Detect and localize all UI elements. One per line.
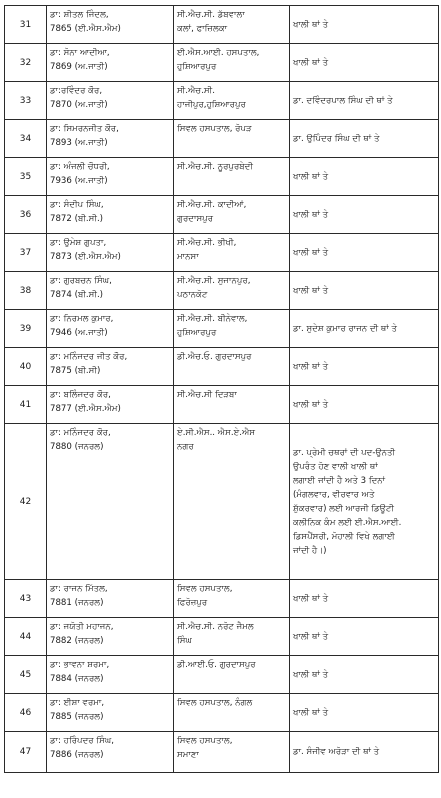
serial-number: 46 <box>5 694 47 732</box>
posting-table <box>4 5 439 773</box>
remark-cell <box>290 44 439 82</box>
station-line: ਸੀ.ਐਚ.ਸੀ. ਬੀਨੇਵਾਲ, <box>177 314 248 324</box>
doctor-code: 7874 (ਬੀ.ਸੀ.) <box>50 290 104 300</box>
doctor-name: ਡਾ: ਨਿਰਮਲ ਕੁਮਾਰ, <box>50 314 114 324</box>
station-cell <box>174 694 290 732</box>
table-row <box>5 694 439 732</box>
remark-line: ਡਾ. ਦਵਿੰਦਰਪਾਲ ਸਿੰਘ ਦੀ ਥਾਂ ਤੇ <box>293 95 393 106</box>
remark-cell <box>290 580 439 618</box>
remark-line: ਖਾਲੀ ਥਾਂ ਤੇ <box>293 171 329 182</box>
remark-cell <box>290 348 439 386</box>
remark-line: ਖਾਲੀ ਥਾਂ ਤੇ <box>293 247 329 258</box>
station-line: ਸਿਵਲ ਹਸਪਤਾਲ, ਨੰਗਲ <box>177 698 253 708</box>
doctor-code: 7880 (ਜਨਰਲ) <box>50 442 104 452</box>
remark-cell <box>290 694 439 732</box>
table-row <box>5 580 439 618</box>
doctor-name: ਡਾ: ਅੰਜਲੀ ਚੌਧਰੀ, <box>50 162 110 172</box>
station-cell <box>174 158 290 196</box>
station-cell <box>174 580 290 618</box>
station-line: ਸਿਵਲ ਹਸਪਤਾਲ, <box>177 736 233 746</box>
station-line: ਗੁਰਦਾਸਪੁਰ <box>177 214 214 224</box>
station-line: ਸੀ.ਐਚ.ਸੀ. ਡੱਬਵਾਲਾ <box>177 10 245 20</box>
doctor-cell <box>47 196 174 234</box>
remark-line: ਖਾਲੀ ਥਾਂ ਤੇ <box>293 361 329 372</box>
doctor-name: ਡਾ: ਈਸ਼ਾ ਵਰਮਾ, <box>50 698 105 708</box>
doctor-cell <box>47 732 174 773</box>
station-cell <box>174 234 290 272</box>
station-cell <box>174 656 290 694</box>
remark-line: ਖਾਲੀ ਥਾਂ ਤੇ <box>293 19 329 30</box>
doctor-cell <box>47 234 174 272</box>
remark-cell <box>290 656 439 694</box>
doctor-code: 7882 (ਜਨਰਲ) <box>50 636 104 646</box>
table-row <box>5 386 439 424</box>
table-row <box>5 6 439 44</box>
doctor-cell <box>47 386 174 424</box>
doctor-code: 7885 (ਜਨਰਲ) <box>50 712 104 722</box>
doctor-cell <box>47 120 174 158</box>
station-line: ਸਿਵਲ ਹਸਪਤਾਲ, ਰੋਪੜ <box>177 124 252 134</box>
doctor-name: ਡਾ: ਮਨਿੰਜਦਰ ਜੀਤ ਕੌਰ, <box>50 352 128 362</box>
station-line: ਹਾਜੀਪੁਰ,ਹੁਸ਼ਿਆਰਪੁਰ <box>177 100 246 110</box>
doctor-name: ਡਾ: ਬਲਿੰਜਦਰ ਕੌਰ, <box>50 390 111 400</box>
remark-line: ਖਾਲੀ ਥਾਂ ਤੇ <box>293 631 329 642</box>
doctor-name: ਡਾ: ਉਮੇਸ਼ ਗੁਪਤਾ, <box>50 238 107 248</box>
doctor-code: 7936 (ਅ.ਜਾਤੀ) <box>50 176 108 186</box>
table-row <box>5 82 439 120</box>
station-line: ਸੀ.ਐਚ.ਸੀ. ਸੁਜਾਨਪੁਰ, <box>177 276 251 286</box>
posting-table-body <box>5 6 439 773</box>
remark-line: ਖਾਲੀ ਥਾਂ ਤੇ <box>293 209 329 220</box>
station-line: ਡੀ.ਆਈ.ਓ. ਗੁਰਦਾਸਪੁਰ <box>177 660 256 670</box>
serial-number: 40 <box>5 348 47 386</box>
serial-number: 37 <box>5 234 47 272</box>
station-line: ਮਾਨਸਾ <box>177 252 199 262</box>
table-row <box>5 618 439 656</box>
doctor-cell <box>47 82 174 120</box>
doctor-name: ਡਾ: ਰਾਜਨ ਮਿੱਤਲ, <box>50 584 108 594</box>
remark-line: ਡਿਸਪੈਂਸਰੀ, ਮੋਹਾਲੀ ਵਿਖੇ ਲਗਾਈ <box>293 531 395 542</box>
remark-cell <box>290 310 439 348</box>
serial-number: 43 <box>5 580 47 618</box>
remark-cell <box>290 386 439 424</box>
remark-line: ਉਪਰੰਤ ਹੋਣ ਵਾਲੀ ਖਾਲੀ ਥਾਂ <box>293 461 378 472</box>
remark-cell <box>290 158 439 196</box>
remark-line: ਡਾ. ਸੁਦੇਸ਼ ਕੁਮਾਰ ਰਾਜਨ ਦੀ ਥਾਂ ਤੇ <box>293 323 398 334</box>
table-row <box>5 348 439 386</box>
remark-line: ਖਾਲੀ ਥਾਂ ਤੇ <box>293 593 329 604</box>
doctor-name: ਡਾ: ਭਾਵਨਾ ਸ਼ਰਮਾ, <box>50 660 110 670</box>
serial-number: 38 <box>5 272 47 310</box>
doctor-code: 7870 (ਅ.ਜਾਤੀ) <box>50 100 108 110</box>
doctor-cell <box>47 310 174 348</box>
remark-cell <box>290 424 439 580</box>
serial-number: 32 <box>5 44 47 82</box>
table-row <box>5 158 439 196</box>
station-cell <box>174 196 290 234</box>
station-line: ਸੀ.ਐਚ.ਸੀ ਦਿੜਬਾ <box>177 390 237 400</box>
remark-cell <box>290 6 439 44</box>
remark-line: ਡਾ. ਪ੍ਰੇਮੀ ਚਥਰਾਂ ਦੀ ਪਦ-ਉਨਤੀ <box>293 447 396 458</box>
table-row <box>5 196 439 234</box>
remark-cell <box>290 618 439 656</box>
doctor-name: ਡਾ: ਸਿਮਰਨਜੀਤ ਕੌਰ, <box>50 124 119 134</box>
station-cell <box>174 348 290 386</box>
station-line: ਸੀ.ਐਚ.ਸੀ. ਨਰੋਟ ਜੈਮਲ <box>177 622 254 632</box>
station-line: ਡੀ.ਐਚ.ਓ. ਗੁਰਦਾਸਪੁਰ <box>177 352 252 362</box>
doctor-code: 7875 (ਬੀ.ਸੀ) <box>50 366 101 376</box>
doctor-name: ਡਾ: ਜਯੋਤੀ ਮਹਾਜਨ, <box>50 622 114 632</box>
station-cell <box>174 618 290 656</box>
serial-number: 45 <box>5 656 47 694</box>
doctor-cell <box>47 44 174 82</box>
doctor-code: 7886 (ਜਨਰਲ) <box>50 750 104 760</box>
remark-line: ਖਾਲੀ ਥਾਂ ਤੇ <box>293 669 329 680</box>
station-cell <box>174 272 290 310</box>
serial-number: 34 <box>5 120 47 158</box>
doctor-code: 7865 (ਈ.ਐਸ.ਐਮ) <box>50 24 121 34</box>
doctor-code: 7872 (ਬੀ.ਸੀ.) <box>50 214 104 224</box>
doctor-cell <box>47 158 174 196</box>
doctor-name: ਡਾ: ਹਰਿੰਪਦਰ ਸਿੰਘ, <box>50 736 114 746</box>
doctor-cell <box>47 656 174 694</box>
station-line: ਨਗਰ <box>177 442 194 452</box>
table-row <box>5 44 439 82</box>
remark-line: ਜਾਂਦੀ ਹੈ।) <box>293 545 327 556</box>
remark-cell <box>290 732 439 773</box>
doctor-name: ਡਾ: ਸ਼ੀਤਲ ਜਿੰਦਲ, <box>50 10 109 20</box>
remark-cell <box>290 120 439 158</box>
station-cell <box>174 310 290 348</box>
table-row <box>5 656 439 694</box>
remark-line: (ਮੰਗਲਵਾਰ, ਵੀਰਵਾਰ ਅਤੇ <box>293 489 375 500</box>
station-cell <box>174 424 290 580</box>
doctor-code: 7881 (ਜਨਰਲ) <box>50 598 104 608</box>
serial-number: 41 <box>5 386 47 424</box>
doctor-code: 7893 (ਅ.ਜਾਤੀ) <box>50 138 108 148</box>
doctor-name: ਡਾ: ਸੋਨਾ ਆਦੀਆ, <box>50 48 110 58</box>
remark-cell <box>290 196 439 234</box>
doctor-code: 7873 (ਈ.ਐਸ.ਐਮ) <box>50 252 121 262</box>
doctor-code: 7869 (ਅ.ਜਾਤੀ) <box>50 62 108 72</box>
doctor-cell <box>47 272 174 310</box>
station-cell <box>174 82 290 120</box>
table-row <box>5 272 439 310</box>
station-line: ਸਿੰਘ <box>177 636 192 646</box>
station-cell <box>174 120 290 158</box>
serial-number: 42 <box>5 424 47 580</box>
serial-number: 36 <box>5 196 47 234</box>
remark-line: ਡਾ. ਸੰਜੀਵ ਅਰੋੜਾ ਦੀ ਥਾਂ ਤੇ <box>293 747 380 757</box>
doctor-name: ਡਾ: ਗੁਰਬਚਨ ਸਿੰਘ, <box>50 276 112 286</box>
serial-number: 31 <box>5 6 47 44</box>
station-line: ਪਠਾਨਕੋਟ <box>177 290 208 300</box>
remark-line: ਸ਼ੁੱਕਰਵਾਰ) ਲਈ ਆਰਜੀ ਡਿਊਟੀ <box>293 503 394 514</box>
doctor-name: ਡਾ: ਮਨਿੰਜਦਰ ਕੌਰ, <box>50 428 111 438</box>
doctor-code: 7877 (ਈ.ਐਸ.ਐਮ) <box>50 404 121 414</box>
doctor-name: ਡਾ:ਰਵਿੰਦਰ ਕੌਰ, <box>50 86 103 96</box>
remark-line: ਖਾਲੀ ਥਾਂ ਤੇ <box>293 399 329 410</box>
remark-line: ਡਾ. ਉਪਿੰਦਰ ਸਿੰਘ ਦੀ ਥਾਂ ਤੇ <box>293 133 380 144</box>
station-cell <box>174 732 290 773</box>
serial-number: 47 <box>5 732 47 773</box>
station-line: ਸੀ.ਐਚ.ਸੀ. ਨੂਰਪੁਰਬੇਦੀ <box>177 162 253 172</box>
serial-number: 35 <box>5 158 47 196</box>
station-line: ਸੀ.ਐਚ.ਸੀ. ਕਾਦੀਆਂ, <box>177 200 247 210</box>
station-line: ਸੀ.ਐਚ.ਸੀ. ਭੀਖੀ, <box>177 238 237 248</box>
remark-cell <box>290 272 439 310</box>
table-row <box>5 234 439 272</box>
table-row <box>5 310 439 348</box>
doctor-cell <box>47 424 174 580</box>
station-line: ਕਲਾਂ, ਫਾਜ਼ਿਲਕਾ <box>177 24 228 34</box>
serial-number: 44 <box>5 618 47 656</box>
serial-number: 33 <box>5 82 47 120</box>
table-row <box>5 732 439 773</box>
doctor-cell <box>47 580 174 618</box>
table-row <box>5 120 439 158</box>
remark-line: ਖਾਲੀ ਥਾਂ ਤੇ <box>293 285 329 296</box>
remark-line: ਖਾਲੀ ਥਾਂ ਤੇ <box>293 57 329 68</box>
doctor-cell <box>47 6 174 44</box>
serial-number: 39 <box>5 310 47 348</box>
station-line: ਈ.ਐਸ.ਆਈ. ਹਸਪਤਾਲ, <box>177 48 260 58</box>
station-cell <box>174 386 290 424</box>
station-cell <box>174 44 290 82</box>
remark-line: ਖਾਲੀ ਥਾਂ ਤੇ <box>293 707 329 718</box>
doctor-cell <box>47 348 174 386</box>
doctor-cell <box>47 618 174 656</box>
station-line: ਸਮਾਣਾ <box>177 750 199 760</box>
station-line: ਫਿਰੋਜ਼ਪੁਰ <box>177 598 208 608</box>
remark-cell <box>290 234 439 272</box>
table-row <box>5 424 439 580</box>
station-cell <box>174 6 290 44</box>
doctor-code: 7946 (ਅ.ਜਾਤੀ) <box>50 328 108 338</box>
doctor-name: ਡਾ: ਸੰਦੀਪ ਸਿੰਘ, <box>50 200 104 210</box>
remark-line: ਲਗਾਈ ਜਾਂਦੀ ਹੈ ਅਤੇ 3 ਦਿਨਾਂ <box>293 475 386 486</box>
station-line: ਸੀ.ਐਚ.ਸੀ. <box>177 86 215 96</box>
station-line: ਹੁਸ਼ਿਆਰਪੁਰ <box>177 62 217 72</box>
station-line: ਸਿਵਲ ਹਸਪਤਾਲ, <box>177 584 233 594</box>
remark-line: ਕਲੀਨਿਕ ਕੰਮ ਲਈ ਈ.ਐਸ.ਆਈ. <box>293 517 402 528</box>
doctor-cell <box>47 694 174 732</box>
remark-cell <box>290 82 439 120</box>
doctor-code: 7884 (ਜਨਰਲ) <box>50 674 104 684</box>
station-line: ਏ.ਸੀ.ਐਸ.. ਐਸ.ਏ.ਐਸ <box>177 428 256 438</box>
station-line: ਹੁਸ਼ਿਆਰਪੁਰ <box>177 328 217 338</box>
